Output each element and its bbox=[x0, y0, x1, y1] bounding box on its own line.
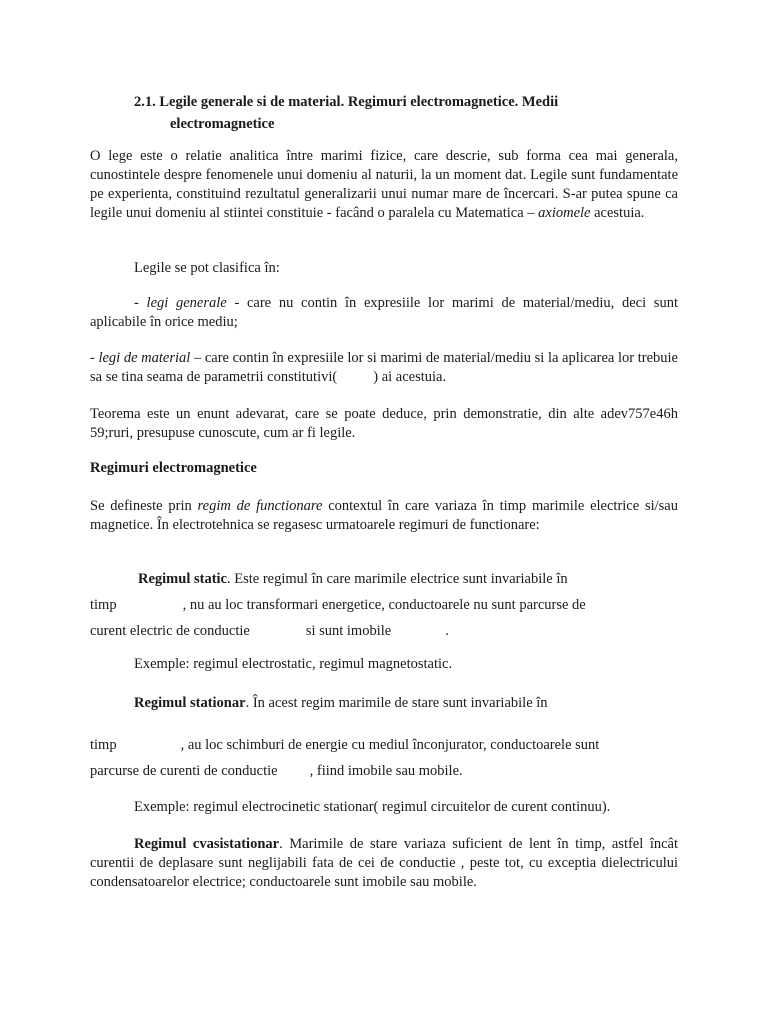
paragraph-defineste: Se defineste prin regim de functionare contextul în care variaza în timp marimile electrice si/sau magnetice. În electrotehnica se regasesc urmatoarele regimuri de functionare: bbox=[90, 498, 678, 533]
heading-regimuri: Regimuri electromagnetice bbox=[90, 460, 257, 476]
paragraph-intro: O lege este o relatie analitica între marimi fizice, care descrie, sub forma cea mai generala, cunostintele despre fenomenele unui domeniu al naturii, la un moment dat. Legile sunt fundamentate pe experienta, constituind rezultatul generalizarii unui numar mare de încercari. S-ar putea spune ca legile unui domeniu al stiintei constituie - facând o paralela cu Matematica – axiomele acestuia. bbox=[90, 148, 678, 221]
paragraph-regimul-static: Regimul static. Este regimul în care marimile electrice sunt invariabile în timp , nu au loc transformari energetice, conductoarele nu sunt parcurse de curent electric de conductie si sunt imobile . bbox=[90, 571, 586, 639]
paragraph-teorema: Teorema este un enunt adevarat, care se poate deduce, prin demonstratie, din alte adev757e46h 59;ruri, presupuse cunoscute, cum ar fi legile. bbox=[90, 406, 678, 441]
paragraph-classify: Legile se pot clasifica în: bbox=[134, 260, 280, 276]
term-regimul-static: Regimul static bbox=[138, 571, 227, 587]
emphasis-legi-material: legi de material bbox=[98, 350, 191, 366]
emphasis-regim-functionare: regim de functionare bbox=[197, 498, 323, 514]
paragraph-stationar-examples: Exemple: regimul electrocinetic stationar( regimul circuitelor de curent continuu). bbox=[134, 799, 611, 815]
emphasis-axiomele: axiomele bbox=[538, 205, 591, 221]
paragraph-static-examples: Exemple: regimul electrostatic, regimul magnetostatic. bbox=[134, 656, 453, 672]
paragraph-regimul-stationar: Regimul stationar. În acest regim marimile de stare sunt invariabile în timp , au loc schimburi de energie cu mediul înconjurator, conductoarele sunt parcurse de curenti de conductie , fiind imobile sau mobile. bbox=[90, 695, 600, 779]
section-title-line2: electromagnetice bbox=[170, 116, 275, 132]
paragraph-regimul-cvasistationar: Regimul cvasistationar. Marimile de stare variaza suficient de lent în timp, astfel încât curentii de deplasare sunt neglijabili fata de cei de conductie , peste tot, cu exceptia dielectricului condensatoarelor electrice; conductoarele sunt imobile sau mobile. bbox=[90, 836, 678, 890]
section-title bbox=[90, 91, 678, 135]
term-regimul-cvasistationar: Regimul cvasistationar bbox=[134, 836, 280, 852]
section-title-line1: 2.1. Legile generale si de material. Regimuri electromagnetice. Medii bbox=[134, 94, 559, 110]
paragraph-legi-material: - legi de material – care contin în expresiile lor si marimi de material/mediu si la aplicarea lor trebuie sa se tina seama de parametrii constitutivi( ) ai acestuia. bbox=[90, 350, 678, 385]
paragraph-legi-generale: - legi generale - care nu contin în expresiile lor marimi de material/mediu, deci sunt aplicabile în orice mediu; bbox=[90, 295, 678, 330]
term-regimul-stationar: Regimul stationar bbox=[134, 695, 246, 711]
emphasis-legi-generale: legi generale bbox=[146, 295, 227, 311]
